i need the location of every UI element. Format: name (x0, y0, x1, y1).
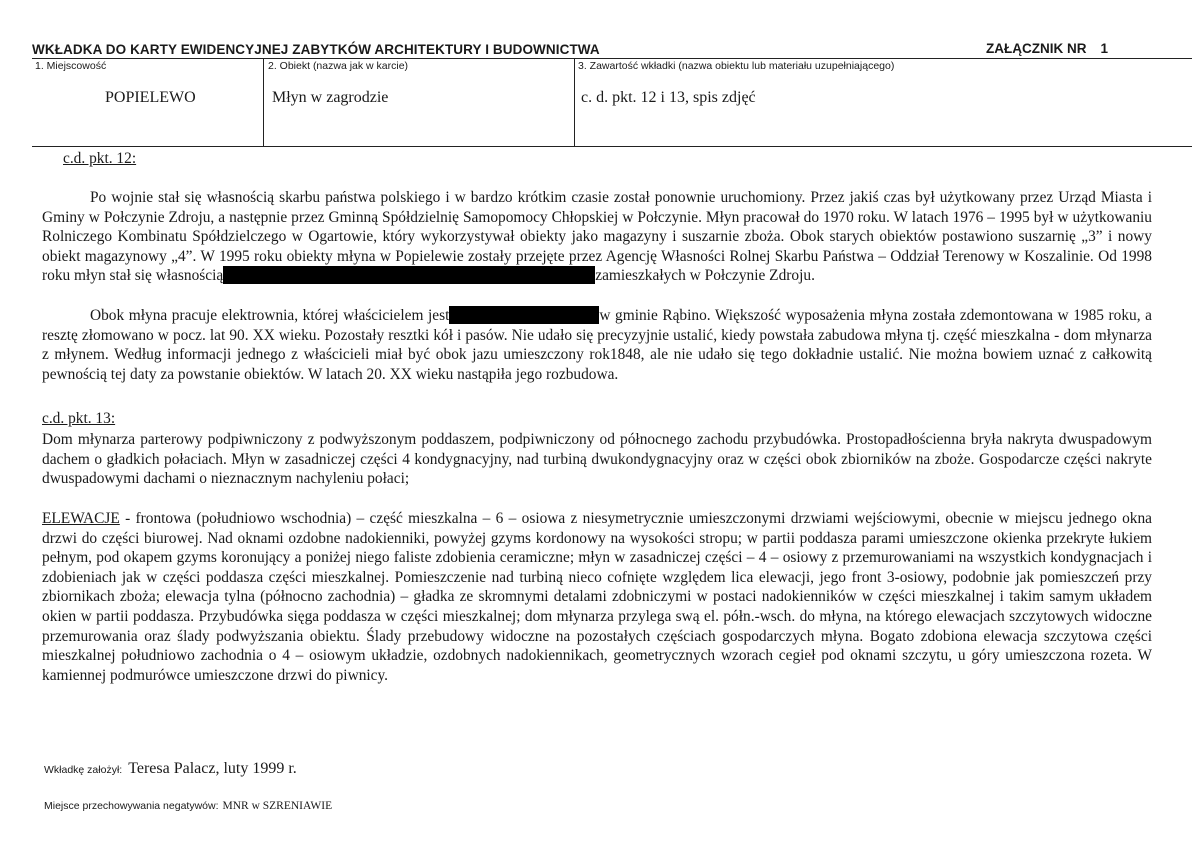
table-top-rule (32, 58, 1192, 59)
section-13-heading: c.d. pkt. 13: (42, 410, 116, 427)
elevations-label: ELEWACJE (42, 510, 120, 527)
history-paragraph-2-text: Obok młyna pracuje elektrownia, której właścicielem jest (90, 307, 450, 324)
column-divider (263, 59, 264, 146)
redaction-block (449, 306, 599, 324)
content-label: 3. Zawartość wkładki (nazwa obiektu lub materiału uzupełniającego) (578, 60, 895, 72)
negatives-storage-value: MNR w SZRENIAWIE (222, 800, 333, 812)
history-paragraph-2 (42, 306, 1152, 384)
column-divider (574, 59, 575, 146)
history-paragraph-1-text: Po wojnie stał się własnością skarbu państwa polskiego i w bardzo krótkim czasie został ponownie uruchomiony. Przez jakiś czas był użytkowany przez Urząd Miasta i Gminy w Połczynie Zdroju, a następnie przez Gminną Spółdzielnię Samopomocy Chłopskiej w Połczynie. Młyn pracował do 1970 roku. W latach 1976 – 1995 był w użytkowaniu Rolniczego Kombinatu Spółdzielczego w Ogartowie, który wykorzystywał obiekty jako magazyny i suszarnie zboża. Obok starych obiektów postawiono suszarnię „3” i nowy obiekt magazynowy „4”. W 1995 roku obiekty młyna w Popielewie zostały przejęte przez Agencję Własności Rolnej Skarbu Państwa – Oddział Terenowy w Koszalinie. Od 1998 roku młyn stał się własnością (42, 189, 1152, 285)
attachment-number: 1 (1100, 41, 1109, 56)
negatives-storage-label: Miejsce przechowywania negatywów: (44, 800, 219, 812)
elevations-paragraph (42, 509, 1152, 685)
object-value: Młyn w zagrodzie (272, 89, 389, 106)
table-bottom-rule (32, 146, 1192, 147)
description-paragraph: Dom młynarza parterowy podpiwniczony z podwyższonym poddaszem, podpiwniczony od północnego zachodu przybudówka. Prostopadłościenna bryła nakryta dwuspadowym dachem o gładkich połaciach. Młyn w zasadniczej części 4 kondygnacyjny, nad turbiną dwukondygnacyjny oraz w części obok zbiorników na zboże. Gospodarcze części nakryte dwuspadowymi dachami o nieznacznym nachyleniu połaci; (42, 431, 1152, 488)
object-label: 2. Obiekt (nazwa jak w karcie) (268, 60, 409, 72)
document-title: WKŁADKA DO KARTY EWIDENCYJNEJ ZABYTKÓW ARCHITEKTURY I BUDOWNICTWA (32, 42, 600, 57)
negatives-storage (44, 796, 332, 814)
redaction-block (223, 266, 595, 284)
section-12-heading: c.d. pkt. 12: (63, 150, 137, 167)
attachment-label-text: ZAŁĄCZNIK NR (986, 41, 1087, 56)
history-paragraph-1-end: zamieszkałych w Połczynie Zdroju. (595, 267, 815, 285)
locality-value: POPIELEWO (105, 89, 196, 106)
elevations-text: - frontowa (południowo wschodnia) – część mieszkalna – 6 – osiowa z niesymetrycznie umieszczonymi drzwiami wejściowymi, obecnie w miejscu jednego okna drzwi do części biurowej. Nad oknami ozdobne nadokienniki, powyżej gzyms kordonowy na wysokości stropu; w partii poddasza parami umieszczone okienka przekryte łukiem pełnym, pod okapem gzyms koronujący a poniżej niego faliste zdobienia ceramiczne; młyn w zasadniczej części – 4 – osiowy z przemurowaniami na wszystkich kondygnacjach i zdobieniach jak w części poddasza części mieszkalnej. Pomieszczenie nad turbiną nieco cofnięte względem lica elewacji, jego front 3-osiowy, podobnie jak pomieszczeń przy zbiornikach zboża; elewacja tylna (północno zachodnia) – gładka ze skromnymi detalami zdobniczymi w postaci nadokienników w części mieszkalnej i takim samym układem okien w partii poddasza. Przybudówka sięga poddasza w części mieszkalnej; dom młynarza przylega swą el. półn.-wsch. do młyna, na którego elewacjach szczytowych widoczne przemurowania oraz ślady podwyższania obiektu. Ślady przebudowy widoczne na pozostałych częściach gospodarczych młyna. Bogato zdobiona elewacja szczytowa części mieszkalnej południowo zachodnia o 4 – osiowym układzie, ozdobnych nadokiennikach, geometrycznych wzorach cegieł pod oknami szczytu, u góry umieszczona rozeta. W kamiennej podmurówce umieszczone drzwi do piwnicy. (42, 510, 1152, 684)
locality-label: 1. Miejscowość (35, 60, 107, 72)
history-paragraph-1 (42, 188, 1152, 286)
history-paragraph-2-end: w gminie Rąbino. Większość wyposażenia młyna została zdemontowana w 1985 roku, a resztę złomowano w pocz. lat 90. XX wieku. Pozostały resztki kół i pasów. Nie udało się precyzyjnie ustalić, kiedy powstała zabudowa młyna tj. część mieszkalna - dom młynarza z młynem. Według informacji jednego z właścicieli miał być obok jazu umieszczony rok1848, ale nie udało się tego dokładnie ustalić. Nie można bowiem uznać z całkowitą pewnością tej daty za powstanie obiektów. W latach 20. XX wieku nastąpiła jego rozbudowa. (42, 307, 1152, 383)
prepared-by (44, 760, 297, 778)
prepared-by-value: Teresa Palacz, luty 1999 r. (128, 760, 297, 777)
content-value: c. d. pkt. 12 i 13, spis zdjęć (581, 89, 756, 106)
prepared-by-label: Wkładkę założył: (44, 764, 123, 776)
attachment-label (986, 41, 1108, 56)
